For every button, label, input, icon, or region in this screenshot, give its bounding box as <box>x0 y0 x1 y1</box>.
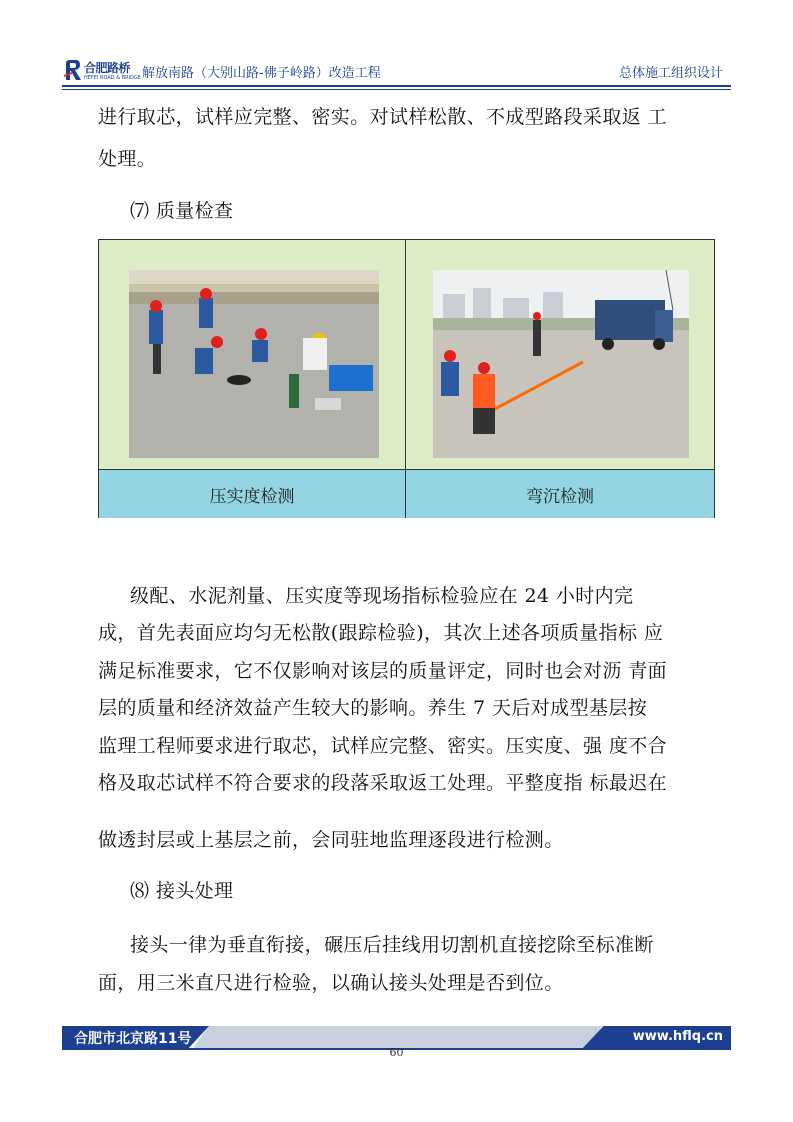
body-line: 满足标准要求，它不仅影响对该层的质量评定，同时也会对沥 青面 <box>98 660 668 682</box>
body-line: 格及取芯试样不符合要求的段落采取返工处理。平整度指 标最迟在 <box>98 772 668 794</box>
header-rule <box>62 85 731 87</box>
body-line: 处理。 <box>98 148 157 170</box>
photo-cell <box>406 240 714 469</box>
body-line: 成，首先表面应均匀无松散(跟踪检验)，其次上述各项质量指标 应 <box>98 622 664 644</box>
caption-compaction: 压实度检测 <box>99 469 405 518</box>
header-rule-thin <box>62 89 731 90</box>
body-line: 级配、水泥剂量、压实度等现场指标检验应在 24 小时内完 <box>130 585 634 607</box>
body-line: 做透封层或上基层之前，会同驻地监理逐段进行检测。 <box>98 829 564 851</box>
project-title: 解放南路（大别山路-佛子岭路）改造工程 <box>142 66 381 81</box>
body-line: 层的质量和经济效益产生较大的影响。养生 7 天后对成型基层按 <box>98 697 648 719</box>
page-header <box>62 56 731 86</box>
section-heading: ⑻ 接头处理 <box>130 880 234 902</box>
body-line: 监理工程师要求进行取芯，试样应完整、密实。压实度、强 度不合 <box>98 735 668 757</box>
body-line: 接头一律为垂直衔接，碾压后挂线用切割机直接挖除至标准断 <box>130 934 654 956</box>
company-logo <box>62 59 141 85</box>
photo-cell <box>99 240 405 469</box>
footer-website[interactable]: www.hflq.cn <box>632 1029 723 1044</box>
footer-address: 合肥市北京路11号 <box>74 1031 192 1047</box>
caption-deflection: 弯沉检测 <box>406 469 714 518</box>
compaction-test-photo <box>129 270 379 458</box>
section-heading: ⑺ 质量检查 <box>130 200 234 222</box>
document-title: 总体施工组织设计 <box>618 66 723 81</box>
logo-icon <box>64 59 82 81</box>
figure-table <box>98 239 715 518</box>
deflection-test-photo <box>433 270 689 458</box>
logo-text: 合肥路桥 <box>84 61 131 75</box>
body-line: 进行取芯，试样应完整、密实。对试样松散、不成型路段采取返 工 <box>98 106 668 128</box>
body-line: 面，用三米直尺进行检验，以确认接头处理是否到位。 <box>98 972 564 994</box>
logo-subtext: HEFEI ROAD & BRIDGE <box>84 75 141 81</box>
page-number: 60 <box>389 1046 404 1059</box>
